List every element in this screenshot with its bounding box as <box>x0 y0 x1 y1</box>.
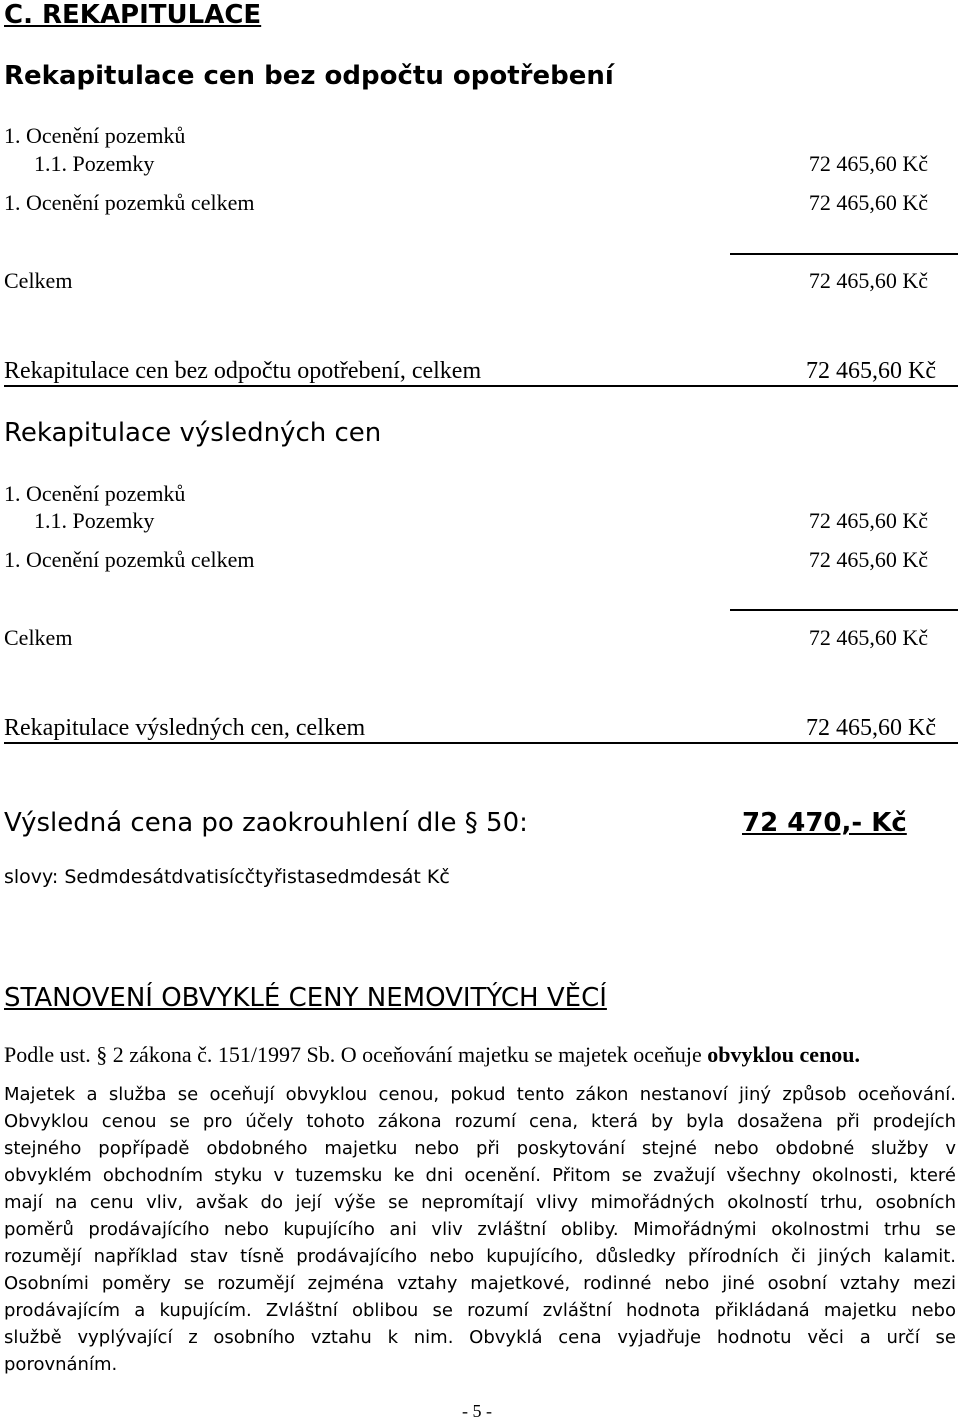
paragraph-line: službě vyplývající z osobního vztahu k nim. Obvyklá cena vyjadřuje hodnotu věci a určí se <box>4 1327 956 1348</box>
section1-group-total-value: 72 465,60 Kč <box>808 190 928 215</box>
paragraph-line: prodávajícím a kupujícím. Zvláštní oblibou se rozumí zvláštní hodnota přikládaná majetku nebo <box>4 1300 956 1321</box>
section1-celkem-value: 72 465,60 Kč <box>808 268 928 293</box>
section1-group-title: 1. Ocenění pozemků <box>4 123 186 148</box>
section2-celkem-label: Celkem <box>4 625 73 650</box>
paragraph-line: poměrů prodávajícího nebo kupujícího ani vliv zvláštní obliby. Mimořádnými okolnostmi trhu se <box>4 1219 956 1240</box>
section2-item-value: 72 465,60 Kč <box>808 508 928 533</box>
section1-item-label: 1.1. Pozemky <box>34 151 155 176</box>
section2-total-label: Rekapitulace výsledných cen, celkem <box>4 715 366 741</box>
paragraph-line: Osobními poměry se rozumějí zejména vztahy majetkové, rodinné nebo jiné osobní vztahy mezi <box>4 1273 956 1294</box>
page-title: C. REKAPITULACE <box>4 0 262 30</box>
section2-group-total-label: 1. Ocenění pozemků celkem <box>4 547 255 572</box>
result-words: slovy: Sedmdesátdvatisícčtyřistasedmdesát Kč <box>4 866 450 888</box>
section2-heading: Rekapitulace výsledných cen <box>4 418 382 448</box>
section1-subtotal-rule <box>730 253 958 255</box>
section2-item-label: 1.1. Pozemky <box>34 508 155 533</box>
stanoveni-intro-text: Podle ust. § 2 zákona č. 151/1997 Sb. O oceňování majetku se majetek oceňuje <box>4 1042 708 1067</box>
result-value: 72 470,- Kč <box>742 808 907 838</box>
stanoveni-paragraph <box>4 1081 956 1378</box>
paragraph-line: mají na cenu vliv, avšak do její výše se nepromítají vlivy mimořádných okolností trhu, osobních <box>4 1192 956 1213</box>
paragraph-line: Obvyklou cenou se pro účely tohoto zákona rozumí cena, která by byla dosažena při prodejích <box>4 1111 956 1132</box>
section2-subtotal-rule <box>730 609 958 611</box>
section1-heading: Rekapitulace cen bez odpočtu opotřebení <box>4 61 614 91</box>
section2-group-title: 1. Ocenění pozemků <box>4 481 186 506</box>
paragraph-line: porovnáním. <box>4 1354 118 1375</box>
section1-total-value: 72 465,60 Kč <box>806 358 936 384</box>
section2-celkem-value: 72 465,60 Kč <box>808 625 928 650</box>
page-number: - 5 - <box>462 1401 492 1421</box>
section1-group-total-label: 1. Ocenění pozemků celkem <box>4 190 255 215</box>
stanoveni-intro <box>4 1042 860 1068</box>
stanoveni-intro-bold: obvyklou cenou. <box>707 1042 861 1067</box>
stanoveni-heading: STANOVENÍ OBVYKLÉ CENY NEMOVITÝCH VĚCÍ <box>4 983 607 1013</box>
section2-total-rule <box>4 742 958 744</box>
section1-total-rule <box>4 385 958 387</box>
paragraph-line: obvyklém obchodním styku v tuzemsku ke dni ocenění. Přitom se zvažují všechny okolnosti, které <box>4 1165 956 1186</box>
paragraph-line: Majetek a služba se oceňují obvyklou cenou, pokud tento zákon nestanoví jiný způsob oceňování. <box>4 1084 956 1105</box>
paragraph-line: stejného popřípadě obdobného majetku nebo při poskytování stejné nebo obdobné služby v <box>4 1138 956 1159</box>
section2-total-value: 72 465,60 Kč <box>806 715 936 741</box>
section1-item-value: 72 465,60 Kč <box>808 151 928 176</box>
section1-celkem-label: Celkem <box>4 268 73 293</box>
section2-group-total-value: 72 465,60 Kč <box>808 547 928 572</box>
section1-total-label: Rekapitulace cen bez odpočtu opotřebení, celkem <box>4 358 482 384</box>
result-label: Výsledná cena po zaokrouhlení dle § 50: <box>4 808 528 838</box>
paragraph-line: rozumějí například stav tísně prodávajícího nebo kupujícího, důsledky přírodních či jiných kalamit. <box>4 1246 956 1267</box>
